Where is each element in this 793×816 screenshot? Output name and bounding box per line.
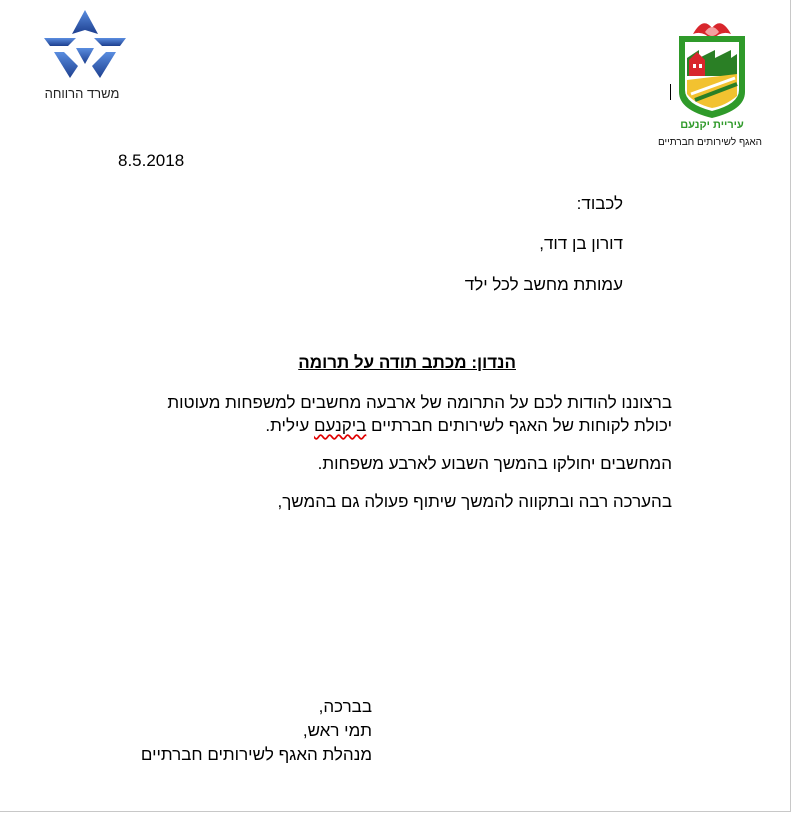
city-emblem-icon [665,14,759,132]
letter-subject: הנדון: מכתב תודה על תרומה [298,353,516,372]
city-department: האגף לשירותים חברתיים [657,137,763,148]
signer-name: תמי ראש, [302,721,372,740]
body-line-3: המחשבים יחולקו בהמשך השבוע לארבע משפחות. [317,454,672,473]
body-line-1: ברצוננו להודות לכם על התרומה של ארבעה מחשבים למשפחות מעוטות [167,393,672,412]
letter-date: 8.5.2018 [118,151,185,170]
city-name-text: עיריית יקנעם [680,119,744,131]
to-label: לכבוד: [576,194,623,213]
ministry-name: משרד הרווחה [44,86,120,101]
body-line-2 [265,416,672,436]
closing: בברכה, [318,697,372,716]
ministry-logo-icon [40,8,130,82]
recipient-name: דורון בן דוד, [539,234,623,253]
misspelled-word: ביקנעם [314,416,367,435]
recipient-org: עמותת מחשב לכל ילד [464,275,623,294]
body-line-2-start: יכולת לקוחות של האגף לשירותים חברתיים [366,416,672,435]
body-line-4: בהערכה רבה ובתקווה להמשך שיתוף פעולה גם בהמשך, [277,492,672,511]
body-line-2-end: עילית. [265,416,315,435]
signer-title: מנהלת האגף לשירותים חברתיים [140,745,372,764]
